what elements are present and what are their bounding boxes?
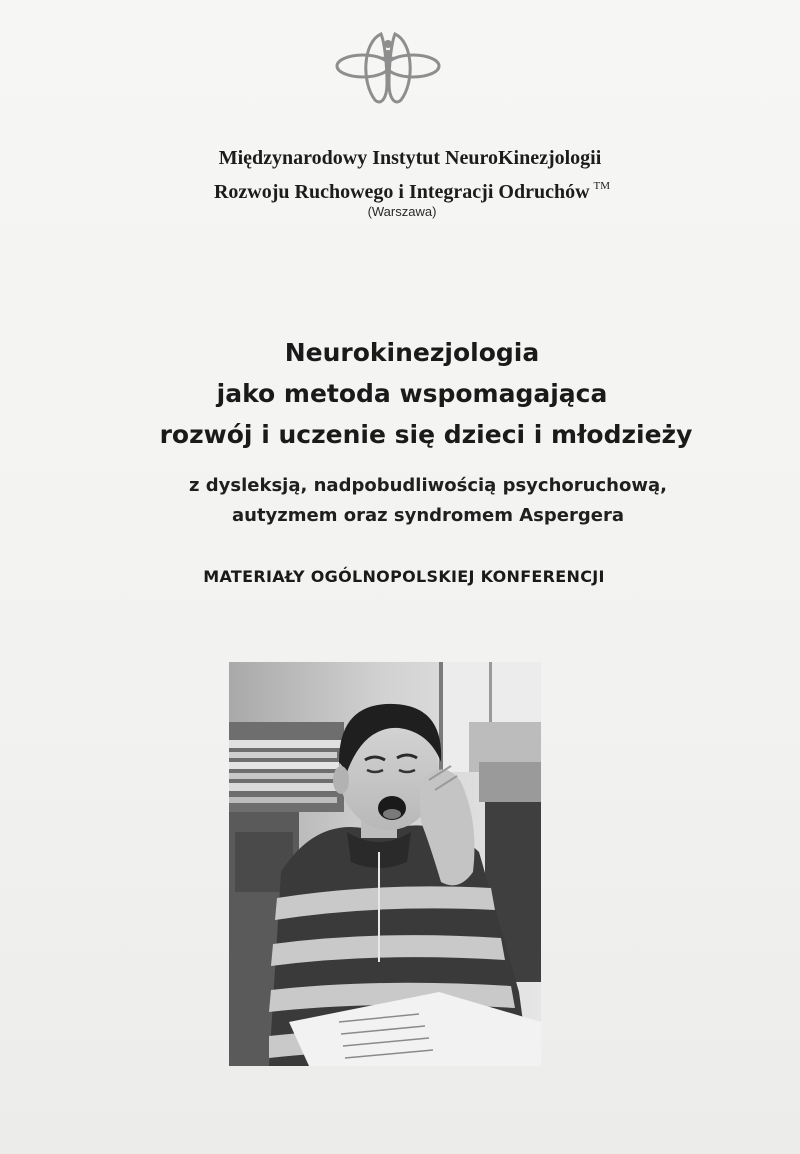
boy-yawning-photo [229,662,541,1066]
title-line2: jako metoda wspomagająca [216,379,608,408]
institute-logo-icon [333,22,443,110]
institute-name-line2-text: Rozwoju Ruchowego i Integracji Odruchów [213,181,590,203]
subtitle-line2: autyzmem oraz syndromem Aspergera [231,505,624,526]
institute-name-line1: Międzynarodowy Instytut NeuroKinezjologii [218,147,602,169]
institute-city: (Warszawa) [367,204,437,219]
title-line1: Neurokinezjologia [284,338,540,367]
conference-materials-label: MATERIAŁY OGÓLNOPOLSKIEJ KONFERENCJI [203,567,605,586]
institute-name-line2 [12,174,800,204]
trademark-mark: TM [593,180,611,192]
title-line3: rozwój i uczenie się dzieci i młodzieży [159,420,693,449]
subtitle-line1: z dysleksją, nadpobudliwością psychoruchową, [189,475,667,496]
